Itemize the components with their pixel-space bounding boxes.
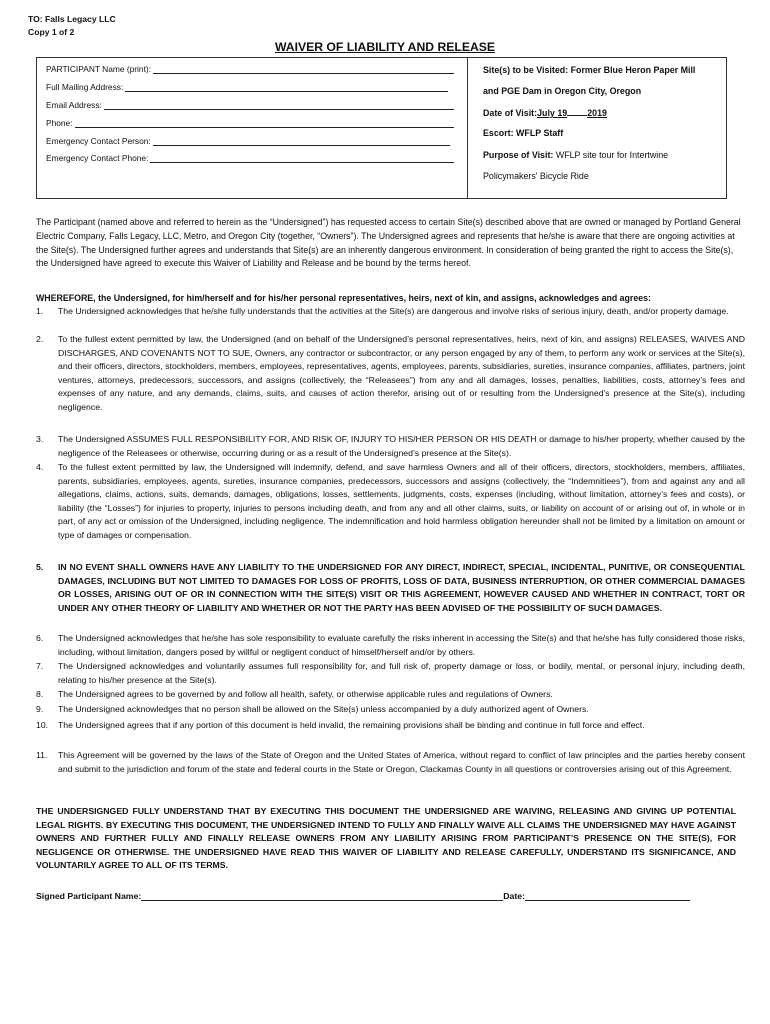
wherefore-clause: WHEREFORE, the Undersigned, for him/herself and for his/her personal representatives, heirs, next of kin, and assigns, acknowledges and agrees: (36, 293, 651, 303)
emergency-person-line[interactable] (153, 136, 450, 146)
date-sign-label: Date: (503, 891, 525, 901)
clause-5: 5. IN NO EVENT SHALL OWNERS HAVE ANY LIABILITY TO THE UNDERSIGNED FOR ANY DIRECT, INDIRECT, SPECIAL, INCIDENTAL, PUNITIVE, OR CONSEQUENTIAL DAMAGES, INCLUDING BUT NOT LIMITED TO DAMAGES FOR LOSS OF PROFITS, LOSS OF DATA, BUSINESS INTERRUPTION, OR OTHER COMMERCIAL DAMAGES OR LOSSES, ARISING OUT OF OR IN CONNECTION WITH THE SITE(S) VISIT OR THIS AGREEMENT, HOWEVER CAUSED AND WHETHER IN CONTRACT, TORT OR UNDER ANY OTHER THEORY OF LIABILITY AND WHETHER OR NOT THE PARTY HAS BEEN ADVISED OF THE POSSIBILITY OF SUCH DAMAGES. (36, 562, 745, 613)
mailing-address-field[interactable] (46, 82, 448, 92)
purpose-of-visit (483, 150, 668, 160)
escort (483, 128, 563, 138)
date-month-day: July 19 (537, 108, 568, 118)
purpose-label: Purpose of Visit: (483, 150, 554, 160)
escort-label: Escort: (483, 128, 514, 138)
mailing-address-label: Full Mailing Address: (46, 82, 124, 92)
mailing-address-line[interactable] (125, 82, 448, 92)
participant-name-label: PARTICIPANT Name (print): (46, 64, 152, 74)
emergency-phone-label: Emergency Contact Phone: (46, 153, 149, 163)
clause-7: 7. The Undersigned acknowledges and voluntarily assumes full responsibility for, and full risk of, property damage or loss, or bodily, mental, or personal injury, including death, relating to his/her presence at the Site(s). (36, 661, 745, 685)
signature-row (36, 890, 690, 901)
emergency-person-field[interactable] (46, 136, 450, 146)
date-label: Date of Visit: (483, 108, 538, 118)
date-of-visit (483, 107, 607, 118)
purpose-value: WFLP site tour for Intertwine (555, 150, 669, 160)
emergency-phone-line[interactable] (150, 153, 454, 163)
clause-8: 8. The Undersigned agrees to be governed by and follow all health, safety, or otherwise applicable rules and regulations of Owners. (36, 689, 553, 699)
copy-number: Copy 1 of 2 (28, 27, 75, 37)
clause-3: 3. The Undersigned ASSUMES FULL RESPONSIBILITY FOR, AND RISK OF, INJURY TO HIS/HER PERSON OR HIS DEATH or damage to his/her property, whether caused by the negligence of the Releasees or otherwise, occurring during or as a result of the Undersigned’s presence at the Site(s). (36, 434, 745, 458)
clause-10: 10. The Undersigned agrees that if any portion of this document is held invalid, the remaining provisions shall be binding and continue in full force and effect. (36, 720, 645, 730)
date-blank (567, 107, 587, 116)
participant-name-field[interactable] (46, 64, 454, 74)
date-year: 2019 (587, 108, 607, 118)
emergency-person-label: Emergency Contact Person: (46, 136, 151, 146)
signature-date-line[interactable] (525, 890, 690, 901)
intro-paragraph: The Participant (named above and referred to herein as the “Undersigned”) has requested access to certain Site(s) described above that are owned or managed by Portland General Electric Company, Falls Legacy, LLC, Metro, and Oregon City (together, “Owners”). The Undersigned agrees and represents that he/she is aware that there are ongoing activities at the Site(s). The Undersigned further agrees and understands that Site(s) are an inherently dangerous environment. In consideration of being granted the right to access the Site(s), the Undersigned have agreed to execute this Waiver of Liability and Release and be bound by the terms hereof. (36, 217, 741, 269)
participant-name-line[interactable] (153, 64, 454, 74)
clause-1: 1. The Undersigned acknowledges that he/she fully understands that the activities at the Site(s) are dangerous and involve risks of serious injury, death, and/or property damage. (36, 306, 729, 316)
email-label: Email Address: (46, 100, 102, 110)
clause-2: 2. To the fullest extent permitted by law, the Undersigned (and on behalf of the Undersigned’s personal representatives, heirs, next of kin, and assigns) RELEASES, WAIVES AND DISCHARGES, AND COVENANTS NOT TO SUE, Owners, any contractor or subcontractor, or any person engaged by any of them, to perform any work or services at the Site(s), and their officers, directors, stockholders, members, employees, representatives, agents, employees, parents, subsidiaries, sureties, insurance companies, affiliates, partners, joint ventures, attorneys, predecessors, successors, and assigns (collectively, the “Releasees”) from any and all damages, losses, penalties, liabilities, costs, attorney’s fees and expenses of any nature, and any demands, claims, suits, and causes of action therefor, arising out of or resulting from the Undersigned’s presence at the Site(s), including negligence. (36, 334, 745, 412)
clause-11: 11. This Agreement will be governed by the laws of the State of Oregon and the United States of America, without regard to conflict of law principles and the parties hereby consent and submit to the jurisdiction and forum of the state and federal courts in the State or Oregon, Clackamas County in all questions or controversies arising out of this Agreement. (36, 750, 745, 774)
signed-name-label: Signed Participant Name: (36, 891, 142, 901)
clause-9: 9. The Undersigned acknowledges that no person shall be allowed on the Site(s) unless accompanied by a duly authorized agent of Owners. (36, 704, 589, 714)
addressee-line: TO: Falls Legacy LLC (28, 14, 116, 24)
phone-field[interactable] (46, 118, 454, 128)
sites-value: Former Blue Heron Paper Mill (570, 65, 696, 75)
escort-value: WFLP Staff (516, 128, 564, 138)
signature-line[interactable] (141, 890, 503, 901)
participant-info-box (36, 57, 727, 199)
email-line[interactable] (104, 100, 454, 110)
closing-acknowledgement: THE UNDERSIGNGED FULLY UNDERSTAND THAT BY EXECUTING THIS DOCUMENT THE UNDERSIGNED ARE WAIVING, RELEASING AND GIVING UP POTENTIAL LEGAL RIGHTS. BY EXECUTING THIS DOCUMENT, THE UNDERSIGNED INTEND TO FULLY AND FINALLY WAIVE ALL CLAIMS THE UNDERSIGNED MAY HAVE AGAINST OWNERS AND FURTHER FULLY AND FINALLY RELEASE OWNERS FROM ANY LIABILITY ARISING FROM PARTICIPANT’S PRESENCE ON THE SITE(S), FOR NEGLIGENCE OR OTHERWISE. THE UNDERSIGNED HAVE READ THIS WAIVER OF LIABILITY AND RELEASE CAREFULLY, UNDERSTAND ITS SIGNIFICANCE, AND VOLUNTARILY AGREE TO ALL OF ITS TERMS. (36, 806, 736, 871)
phone-label: Phone: (46, 118, 73, 128)
sites-label: Site(s) to be Visited: (483, 65, 569, 75)
phone-line[interactable] (75, 118, 454, 128)
sites-to-visit (483, 65, 695, 75)
sites-to-visit-cont: and PGE Dam in Oregon City, Oregon (483, 86, 642, 96)
purpose-of-visit-cont: Policymakers' Bicycle Ride (483, 171, 589, 181)
clause-4: 4. To the fullest extent permitted by law, the Undersigned will indemnify, defend, and save harmless Owners and all of their officers, directors, stockholders, members, affiliates, parents, subsidiaries, employees, agents, sureties, insurance companies, predecessors, successors and assigns (collectively, the “Indemnitiees”), from and against any and all allegations, claims, actions, suits, demands, damages, obligations, losses, settlements, judgments, costs, expenses (including, without limitation, attorney’s fees and costs), or liability (the “Losses”) for injuries to property, injuries to persons including death, and from any and all other claims, suits, or liability on account of or arising out of, in whole or in part, of any act or omission of the Undersigned, including negligence. The indemnification and hold harmless obligation hereunder shall not be limited by a limitation on amount or type of damages or compensation. (36, 462, 745, 540)
info-box-divider (467, 57, 468, 199)
email-field[interactable] (46, 100, 454, 110)
clause-6: 6. The Undersigned acknowledges that he/she has sole responsibility to evaluate carefully the risks inherent in accessing the Site(s) and that he/she has fully considered those risks, including, without limitation, dangers posed by willful or negligent conduct of himself/herself and/or by others. (36, 633, 745, 657)
emergency-phone-field[interactable] (46, 153, 454, 163)
document-title: WAIVER OF LIABILITY AND RELEASE (274, 40, 496, 54)
